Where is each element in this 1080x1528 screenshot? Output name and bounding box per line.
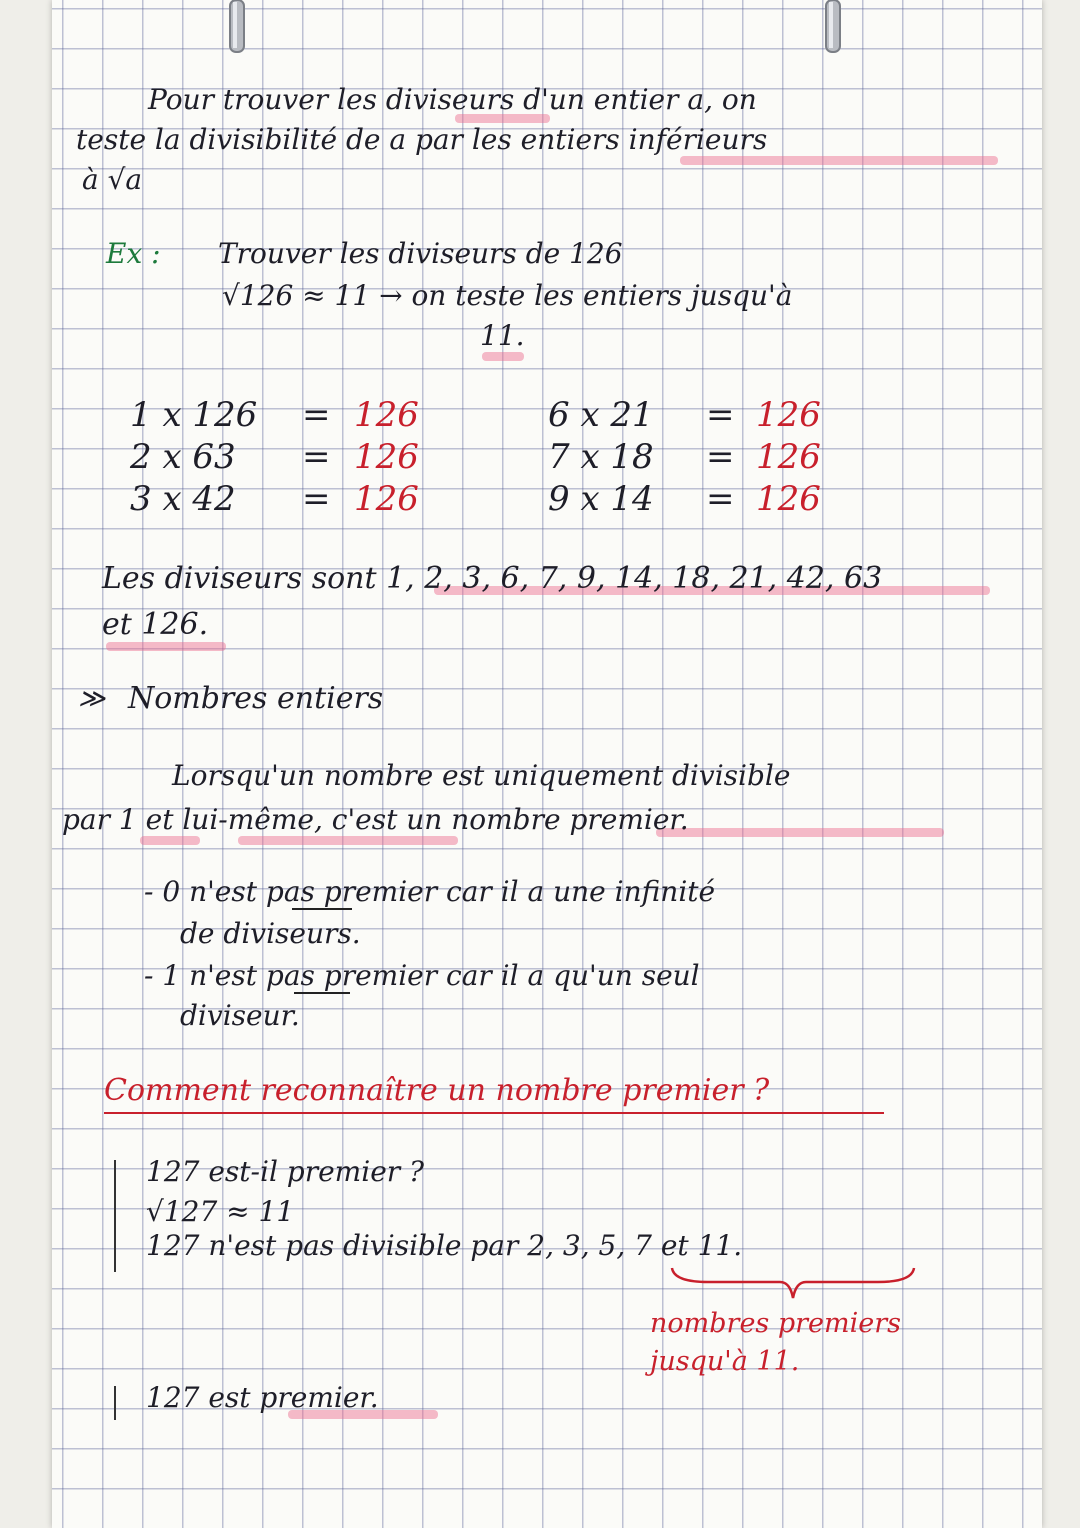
- section-title: Nombres entiers: [128, 681, 384, 716]
- equals-sign: =: [302, 479, 331, 519]
- underline-pas: [292, 908, 352, 910]
- question-underline: [104, 1112, 884, 1114]
- product-expression: 3 x 42: [130, 479, 236, 519]
- conclusion: 127 est premier.: [146, 1381, 379, 1414]
- highlight-nombre-premier: [656, 828, 944, 837]
- product-result: 126: [756, 395, 821, 435]
- binder-ring-right: [816, 0, 850, 58]
- brace-note-line-1: nombres premiers: [650, 1308, 902, 1339]
- definition-line-1: Lorsqu'un nombre est uniquement divisible: [172, 759, 791, 792]
- margin-marker: [114, 1386, 116, 1420]
- intro-line-3: à √a: [82, 163, 143, 196]
- product-result: 126: [354, 437, 419, 477]
- equals-sign: =: [706, 395, 735, 435]
- binder-ring-left: [220, 0, 254, 58]
- equals-sign: =: [302, 395, 331, 435]
- equals-sign: =: [706, 479, 735, 519]
- product-expression: 1 x 126: [130, 395, 258, 435]
- brace-note-line-2: jusqu'à 11.: [650, 1346, 800, 1377]
- notebook-page: [52, 0, 1042, 1528]
- divisors-line-1: Les diviseurs sont 1, 2, 3, 6, 7, 9, 14, 18, 21, 42, 63: [102, 561, 883, 596]
- check-line-2: √127 ≈ 11: [146, 1195, 295, 1228]
- example-label: Ex :: [106, 237, 161, 270]
- equals-sign: =: [302, 437, 331, 477]
- intro-line-2: teste la divisibilité de a par les entiers inférieurs: [76, 123, 768, 156]
- question-heading: Comment reconnaître un nombre premier ?: [104, 1073, 770, 1108]
- highlight-entiers-inferieurs: [680, 156, 998, 165]
- example-sqrt-end: 11.: [480, 319, 525, 352]
- note-line: - 0 n'est pas premier car il a une infinité: [144, 875, 716, 908]
- check-line-3: 127 n'est pas divisible par 2, 3, 5, 7 et 11.: [146, 1229, 743, 1262]
- note-line: diviseur.: [180, 999, 300, 1032]
- underline-pas: [294, 992, 350, 994]
- product-result: 126: [354, 479, 419, 519]
- highlight-126: [106, 642, 226, 651]
- highlight-lui-meme: [238, 836, 458, 845]
- product-result: 126: [756, 479, 821, 519]
- product-result: 126: [756, 437, 821, 477]
- equals-sign: =: [706, 437, 735, 477]
- intro-line-1: Pour trouver les diviseurs d'un entier a, on: [148, 83, 757, 116]
- section-bullet: ≫: [78, 684, 106, 714]
- product-expression: 7 x 18: [548, 437, 654, 477]
- curly-brace: [668, 1262, 918, 1302]
- check-line-1: 127 est-il premier ?: [146, 1155, 425, 1188]
- highlight-1: [140, 836, 200, 845]
- margin-marker: [114, 1160, 116, 1272]
- highlight-premier: [288, 1410, 438, 1419]
- note-line: de diviseurs.: [180, 917, 361, 950]
- example-sqrt-line: √126 ≈ 11 → on teste les entiers jusqu'à: [222, 279, 793, 312]
- product-expression: 9 x 14: [548, 479, 654, 519]
- highlight-11: [482, 352, 524, 361]
- definition-line-2: par 1 et lui-même, c'est un nombre premier.: [62, 803, 689, 836]
- product-result: 126: [354, 395, 419, 435]
- example-title: Trouver les diviseurs de 126: [218, 237, 623, 270]
- divisors-line-2: et 126.: [102, 607, 209, 642]
- note-line: - 1 n'est pas premier car il a qu'un seul: [144, 959, 700, 992]
- product-expression: 2 x 63: [130, 437, 236, 477]
- product-expression: 6 x 21: [548, 395, 654, 435]
